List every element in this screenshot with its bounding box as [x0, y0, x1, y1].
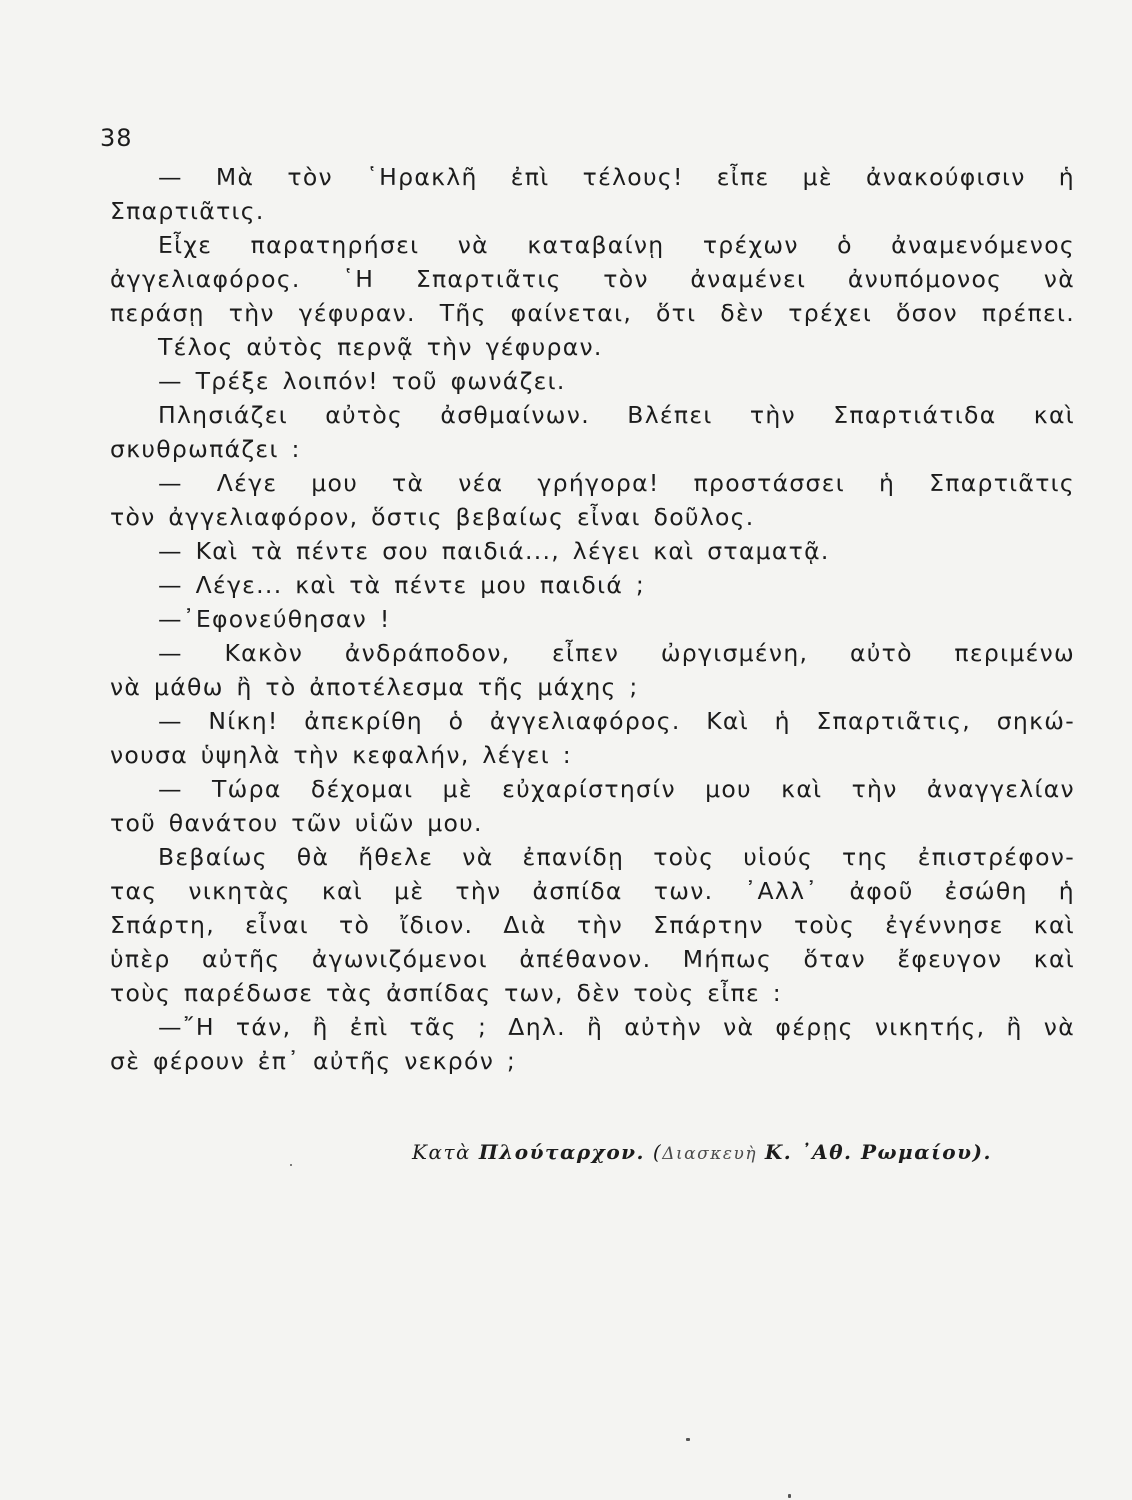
text-line: τὸν ἀγγελιαφόρον, ὅστις βεβαίως εἶναι δοῦλος. — [110, 503, 755, 531]
attribution-author: Πλούταρχον. — [478, 1140, 646, 1164]
text-line: — Τρέξε λοιπόν! τοῦ φωνάζει. — [158, 367, 566, 395]
text-line: τας νικητὰς καὶ μὲ τὴν ἀσπίδα των. ᾿Αλλ᾿ ἀφοῦ ἐσώθη ἡ — [110, 877, 1075, 905]
text-line: ἀγγελιαφόρος. ῾Η Σπαρτιᾶτις τὸν ἀναμένει ἀνυπόμονος νὰ — [110, 265, 1075, 293]
text-line: τοῦ θανάτου τῶν υἱῶν μου. — [110, 809, 483, 837]
text-line: νὰ μάθω ἢ τὸ ἀποτέλεσμα τῆς μάχης ; — [110, 673, 639, 701]
attribution-open-paren: ( — [652, 1140, 663, 1164]
text-line: —᾿Εφονεύθησαν ! — [158, 605, 391, 633]
text-line: σκυθρωπάζει : — [110, 435, 301, 463]
text-line: — Μὰ τὸν ῾Ηρακλῆ ἐπὶ τέλους! εἶπε μὲ ἀνακούφισιν ἡ — [158, 163, 1075, 191]
text-line: ὑπὲρ αὐτῆς ἀγωνιζόμενοι ἀπέθανον. Μήπως ὅταν ἔφευγον καὶ — [110, 945, 1075, 973]
scan-speck — [290, 1164, 292, 1166]
scan-speck — [788, 1494, 791, 1498]
main-text — [110, 160, 1075, 1078]
text-line: — Νίκη! ἀπεκρίθη ὁ ἀγγελιαφόρος. Καὶ ἡ Σπαρτιᾶτις, σηκώ- — [158, 707, 1075, 735]
page-number: 38 — [100, 124, 133, 152]
text-line: Βεβαίως θὰ ἤθελε νὰ ἐπανίδῃ τοὺς υἱούς της ἐπιστρέφον- — [158, 843, 1075, 871]
attribution — [412, 1140, 992, 1164]
attribution-scholar: Κ. ᾿Αθ. Ρωμαίου — [764, 1140, 973, 1164]
text-line: νουσα ὑψηλὰ τὴν κεφαλήν, λέγει : — [110, 741, 573, 769]
scan-speck — [686, 1438, 690, 1441]
text-line: περάσῃ τὴν γέφυραν. Τῆς φαίνεται, ὅτι δὲν τρέχει ὅσον πρέπει. — [110, 299, 1075, 327]
text-line: Πλησιάζει αὐτὸς ἀσθμαίνων. Βλέπει τὴν Σπαρτιάτιδα καὶ — [158, 401, 1075, 429]
text-line: Σπαρτιᾶτις. — [110, 197, 265, 225]
attribution-adaptation: Διασκευὴ — [662, 1144, 758, 1164]
text-line: σὲ φέρουν ἐπ᾿ αὐτῆς νεκρόν ; — [110, 1047, 517, 1075]
text-line: τοὺς παρέδωσε τὰς ἀσπίδας των, δὲν τοὺς εἶπε : — [110, 979, 782, 1007]
text-line: —῎Η τάν, ἢ ἐπὶ τᾶς ; Δηλ. ἢ αὐτὴν νὰ φέρῃς νικητής, ἢ νὰ — [158, 1013, 1075, 1041]
text-line: Εἶχε παρατηρήσει νὰ καταβαίνῃ τρέχων ὁ ἀναμενόμενος — [158, 231, 1075, 259]
text-line: — Τώρα δέχομαι μὲ εὐχαρίστησίν μου καὶ τὴν ἀναγγελίαν — [158, 775, 1075, 803]
text-line: — Λέγε... καὶ τὰ πέντε μου παιδιά ; — [158, 571, 646, 599]
attribution-close-paren: ). — [972, 1140, 992, 1164]
text-line: — Λέγε μου τὰ νέα γρήγορα! προστάσσει ἡ Σπαρτιᾶτις — [158, 469, 1075, 497]
text-line: Σπάρτη, εἶναι τὸ ἴδιον. Διὰ τὴν Σπάρτην τοὺς ἐγέννησε καὶ — [110, 911, 1075, 939]
text-line: Τέλος αὐτὸς περνᾷ τὴν γέφυραν. — [158, 333, 603, 361]
text-line: — Καὶ τὰ πέντε σου παιδιά..., λέγει καὶ σταματᾷ. — [158, 537, 830, 565]
attribution-prefix: Κατὰ — [412, 1140, 472, 1164]
text-line: — Κακὸν ἀνδράποδον, εἶπεν ὠργισμένη, αὐτὸ περιμένω — [158, 639, 1075, 667]
